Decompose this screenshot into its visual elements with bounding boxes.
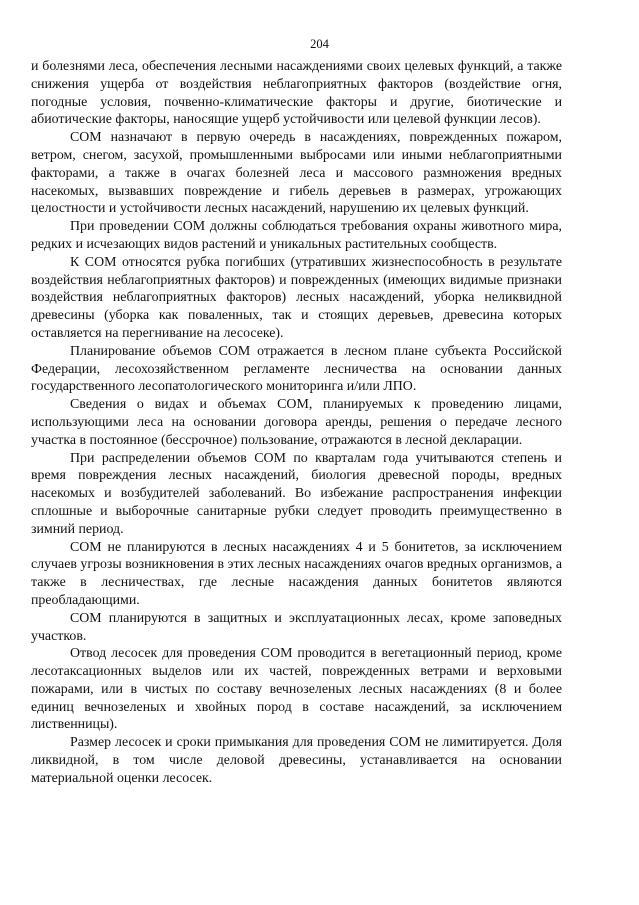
paragraph-5: Планирование объемов СОМ отражается в лесном плане субъекта Российской Федерации, лесохозяйственном регламенте лесничества на основании данных государственного лесопатологического мониторинга и/или ЛПО. (31, 343, 562, 395)
body-text (31, 58, 562, 788)
paragraph-1: и болезнями леса, обеспечения лесными насаждениями своих целевых функций, а также снижения ущерба от воздействия неблагоприятных факторов (воздействие огня, погодные условия, почвенно-климатические факторы и другие, биотические и абиотические факторы, наносящие ущерб устойчивости или целевой функции лесов). (31, 59, 562, 128)
paragraph-9: СОМ планируются в защитных и эксплуатационных лесах, кроме заповедных участков. (31, 610, 562, 644)
paragraph-10: Отвод лесосек для проведения СОМ проводится в вегетационный период, кроме лесотаксационных выделов или их частей, поврежденных ветрами и верховыми пожарами, или в чистых по составу вечнозеленых лесных насаждениях (8 и более единиц вечнозеленых и хвойных пород в составе насаждений, за исключением лиственницы). (31, 646, 562, 733)
paragraph-7: При распределении объемов СОМ по кварталам года учитываются степень и время повреждения лесных насаждений, биология древесной породы, вредных насекомых и возбудителей заболеваний. Во избежание распространения инфекции сплошные и выборочные санитарные рубки следует проводить преимущественно в зимний период. (31, 450, 562, 537)
paragraph-2: СОМ назначают в первую очередь в насаждениях, поврежденных пожаром, ветром, снегом, засухой, промышленными выбросами или иными неблагоприятными факторами, а также в очагах болезней леса и массового размножения вредных насекомых, вызвавших повреждение и гибель деревьев в размерах, угрожающих целостности и устойчивости лесных насаждений, нарушению их целевых функций. (31, 130, 562, 217)
paragraph-4: К СОМ относятся рубка погибших (утративших жизнеспособность в результате воздействия неблагоприятных факторов) и поврежденных (имеющих видимые признаки воздействия неблагоприятных факторов) лесных насаждений, уборка неликвидной древесины (уборка как поваленных, так и стоящих деревьев, древесина которых оставляется на перегнивание на лесосеке). (31, 254, 562, 341)
paragraph-11: Размер лесосек и сроки примыкания для проведения СОМ не лимитируется. Доля ликвидной, в том числе деловой древесины, устанавливается на основании материальной оценки лесосек. (31, 735, 562, 786)
paragraph-3: При проведении СОМ должны соблюдаться требования охраны животного мира, редких и исчезающих видов растений и уникальных растительных сообществ. (31, 219, 562, 252)
page-number: 204 (310, 37, 329, 51)
paragraph-6: Сведения о видах и объемах СОМ, планируемых к проведению лицами, использующими леса на основании договора аренды, решения о передаче лесного участка в постоянное (бессрочное) пользование, отражаются в лесной декларации. (31, 397, 562, 448)
paragraph-8: СОМ не планируются в лесных насаждениях 4 и 5 бонитетов, за исключением случаев угрозы возникновения в этих лесных насаждениях очагов вредных организмов, а также в лесничествах, где лесные насаждения данных бонитетов являются преобладающими. (31, 539, 562, 608)
